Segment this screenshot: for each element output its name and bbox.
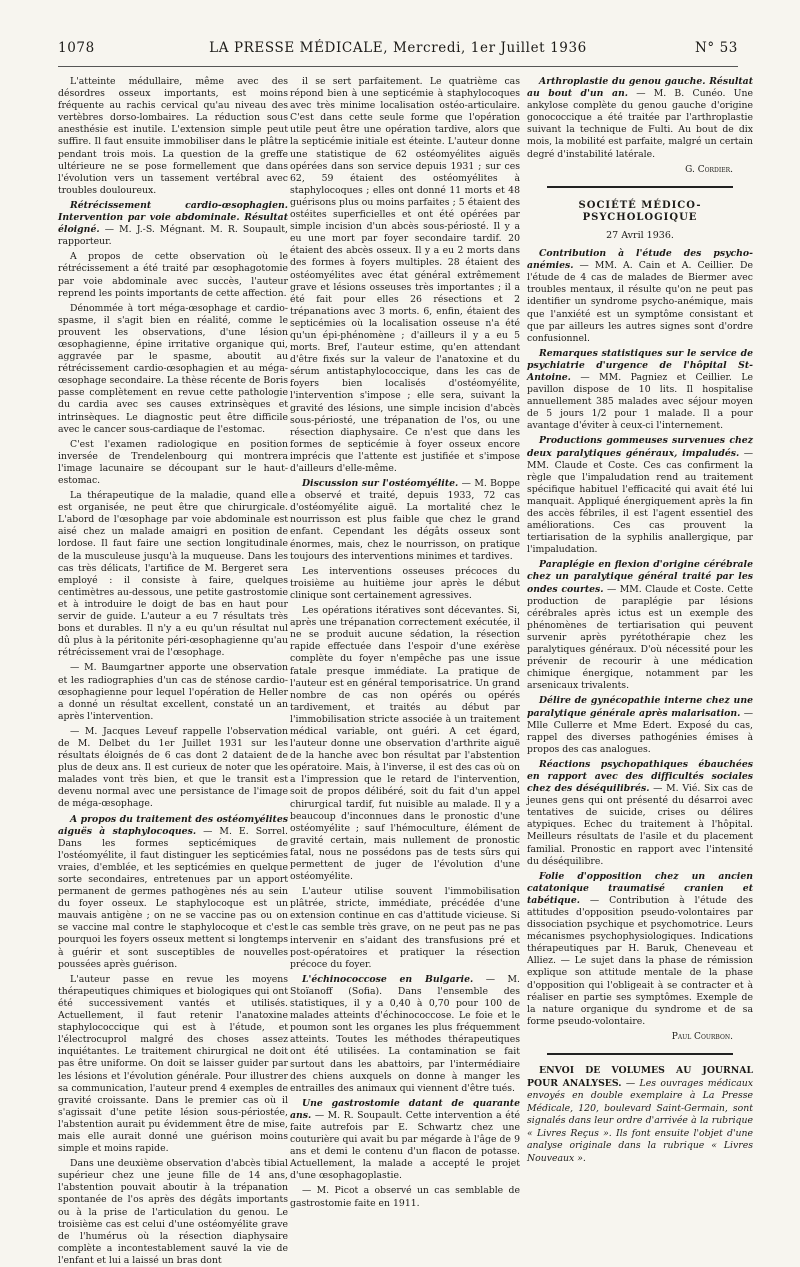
article-title: Une gastrostomie datant de quarante ans. (290, 1097, 520, 1121)
article-paragraph (527, 759, 753, 868)
article-paragraph (527, 76, 753, 161)
body-paragraph: A propos de cette observation où le rétrécissement a été traité par œsophagotomie par voie abdominale avec succès, l'auteur reprend les points importants de cette affection. (58, 251, 288, 299)
body-paragraph: Dans une deuxième observation d'abcès tibial supérieur chez une jeune fille de 14 ans, l'abstention pouvait aboutir à la trépanation spontanée de l'os après des dégâts importants ou à la prise de l'articulation du genou. Le troisième cas est celui d'une ostéomyélite grave de l'humérus où la résection diaphysaire complète a incontestablement sauvé la vie de l'enfant et lui a laissé un bras dont (58, 1158, 288, 1266)
article-body: — Contribution à l'étude des attitudes d'opposition pseudo-volontaires par dissociation psychique et psychomotrice. Leurs mécanismes psychophysiologiques. Indications thérapeutiques par H. Baruk, Cheneveau et Alliez. — Le sujet dans la phase de rémission explique son attitude mentale de la phase d'opposition qui l'obligeait à se contracter et à réaliser en partie ses symptômes. Exemple de la nature organique du syndrome et de sa forme pseudo-volontaire. (527, 894, 753, 1027)
article-body: — M. E. Sorrel. Dans les formes septicémiques de l'ostéomyélite, il faut distinguer les septicémies vraies, d'emblée, et les septicémies en quelque sorte secondaires, entretenues par un apport permanent de germes pathogènes nés au sein du foyer osseux. Le staphylocoque est un mauvais antigène ; on ne se vaccine pas ou on se vaccine mal contre le staphylocoque et c'est pourquoi les foyers osseux mettent si longtemps à guérir et sont susceptibles de nouvelles poussées après guérison. (58, 825, 288, 970)
article-title: Paraplégie en flexion d'origine cérébrale chez un paralytique général traité par les ondes courtes. (527, 559, 753, 595)
body-paragraph: L'auteur passe en revue les moyens thérapeutiques chimiques et biologiques qui ont été successivement vantés et utilisés. Actuellement, il faut retenir l'anatoxine staphylococcique qui est à l'étude, et l'électrocuprol malgré des choses assez inquiétantes. Le traitement chirurgical ne doit pas être uniforme. On doit se laisser guider par les lésions et l'évolution générale. Pour illustrer sa communication, l'auteur prend 4 exemples de gravité croissante. Dans le premier cas où il s'agissait d'une petite lésion sous-périostée, l'abstention aurait pu évidemment être de mise, mais elle aurait donné une guérison moins simple et moins rapide. (58, 973, 288, 1155)
article-paragraph (290, 478, 520, 563)
page-number: 1078 (58, 40, 95, 56)
article-title: Contribution à l'étude des psycho-anémies. (527, 248, 753, 272)
article-body: — M. Stoïanoff (Sofia). Dans l'ensemble des statistiques, il y a 0,40 à 0,70 pour 100 de malades atteints d'échinococcose. Le foie et le poumon sont les organes les plus fréquemment atteints. Toutes les méthodes thérapeutiques ont été utilisées. La contamination se fait surtout dans les abattoirs, par l'intermédiaire des chiens auxquels on donne à manger les entrailles des animaux qui viennent d'être tués. (290, 973, 520, 1094)
article-body: — M. Boppe a observé et traité, depuis 1933, 72 cas d'ostéomyélite aiguë. La mortalité chez le nourrisson est plus faible que chez le grand enfant. Cependant les dégâts osseux sont énormes, mais, chez le nourrisson, on pratique toujours des interventions minimes et tardives. (290, 478, 520, 562)
header-rule (58, 66, 738, 67)
body-paragraph: La thérapeutique de la maladie, quand elle est organisée, ne peut être que chirurgicale. L'abord de l'œsophage par voie abdominale est aisé chez un malade amaigri en position de lordose. Il faut faire une section longitudinale de la musculeuse jusqu'à la muqueuse. Dans les cas très délicats, l'artifice de M. Bergeret sera employé : il consiste à faire, quelques centimètres au-dessous, une petite gastrostomie et à introduire le doigt de bas en haut pour servir de guide. L'auteur a eu 7 résultats très bons et durables. Il n'y a eu qu'un résultat nul dû plus à la péritonite péri-œsophagienne qu'au rétrécissement vrai de l'œsophage. (58, 490, 288, 659)
article-title: Remarques statistiques sur le service de psychiatrie d'urgence de l'hôpital St-Antoine. (527, 347, 753, 383)
article-paragraph (527, 248, 753, 345)
page-header (58, 40, 738, 62)
article-title: Réactions psychopathiques ébauchées en rapport avec des difficultés sociales chez des déséquilibrés. (527, 758, 753, 795)
article-body: — MM. A. Cain et A. Ceillier. De l'étude de 4 cas de malades de Biermer avec troubles mentaux, il résulte qu'on ne peut pas identifier un syndrome psycho-anémique, mais que l'anxiété est un symptôme consistant et que par ailleurs les autres signes sont d'ordre confusionnel. (527, 260, 753, 344)
body-paragraph: Les interventions osseuses précoces du troisième au huitième jour après le début clinique sont certainement agressives. (290, 565, 520, 601)
article-paragraph (290, 974, 520, 1095)
article-body: — M. J.-S. Mégnant. M. R. Soupault, rapporteur. (58, 224, 288, 248)
article-body: — M. B. Cunéo. Une ankylose complète du genou gauche d'origine gonococcique a été traitée par l'arthroplastie suivant la technique de Fulti. Au bout de dix mois, la mobilité est parfaite, malgré un certain degré d'instabilité latérale. (527, 88, 753, 160)
article-title: Productions gommeuses survenues chez deux paralytiques généraux, impaludés. (527, 435, 753, 459)
article-paragraph (527, 559, 753, 692)
signature-courbon: Paul Courbon. (671, 1031, 733, 1042)
article-body: — MM. Pagniez et Ceillier. Le pavillon dispose de 10 lits. Il hospitalise annuellement 385 malades avec séjour moyen de 5 jours 1/2 pour 1 malade. Il a pour avantage d'éviter à ceux-ci l'internement. (527, 371, 753, 432)
article-title: Rétrécissement cardio-œsophagien. Intervention par voie abdominale. Résultat éloigné. (58, 199, 288, 236)
article-body: — M. R. Soupault. Cette intervention a été faite autrefois par E. Schwartz chez une couturière qui avait bu par mégarde à l'âge de 9 ans et demi le contenu d'un flacon de potasse. Actuellement, la malade a accepté le projet d'une œsophagoplastie. (290, 1109, 520, 1182)
article-paragraph (58, 814, 288, 971)
issue-number: N° 53 (694, 40, 738, 56)
article-paragraph (290, 1098, 520, 1183)
body-paragraph: Les opérations itératives sont décevantes. Si, après une trépanation correctement exécutée, il ne se produit aucune sédation, la résection rapide effectuée dans l'espoir d'une exérèse complète du foyer n'empêche pas une issue fatale presque immédiate. La pratique de l'auteur est en général temporisatrice. Un grand nombre de cas non opérés ou opérés tardivement, et traités au début par l'immobilisation stricte associée à un traitement médical variable, ont guéri. A cet égard, l'auteur donne une observation d'arthrite aiguë de la hanche avec bon résultat par l'abstention opératoire. Mais, à l'inverse, il est des cas où on a l'impression que le retard de l'intervention, soit de propos délibéré, soit du fait d'un appel chirurgical tardif, fut nuisible au malade. Il y a beaucoup d'inconnues dans le pronostic d'une ostéomyélite ; sauf l'hémoculture, élément de gravité certain, mais nullement de pronostic fatal, nous ne possédons pas de tests sûrs qui permettent de juger de l'évolution d'une ostéomyélite. (290, 605, 520, 883)
article-paragraph (527, 435, 753, 556)
column-2 (290, 76, 520, 1209)
article-paragraph (527, 348, 753, 433)
article-title: L'échinococcose en Bulgarie. (302, 973, 474, 985)
column-3 (527, 76, 753, 1164)
article-paragraph (527, 871, 753, 1028)
body-paragraph: Dénommée à tort méga-œsophage et cardio-spasme, il s'agit bien en réalité, comme le prouvent les observations, d'une lésion œsophagienne, épine irritative organique qui, aggravée par le spasme, aboutit au rétrécissement cardio-œsophagien et au méga-œsophage secondaire. La thèse récente de Boris passe complètement en revue cette pathologie du cardia avec ses causes extrinsèques et intrinsèques. Le diagnostic peut être difficile avec le cancer sous-cardiaque de l'estomac. (58, 302, 288, 435)
article-title: Discussion sur l'ostéomyélite. (302, 478, 459, 490)
envoi-text: — Les ouvrages médicaux envoyés en double exemplaire à La Presse Médicale, 120, boulevard Saint-Germain, sont signalés dans leur ordre d'arrivée à la rubrique « Livres Reçus ». Ils font ensuite l'objet d'une analyse originale dans la rubrique « Livres Nouveaux ». (527, 1077, 753, 1164)
body-paragraph: — M. Picot a observé un cas semblable de gastrostomie faite en 1911. (290, 1185, 520, 1209)
signature-cordier: G. Cordier. (685, 164, 733, 175)
body-paragraph: — M. Baumgartner apporte une observation et les radiographies d'un cas de sténose cardio-œsophagienne pour lequel l'opération de Heller a donné un résultat excellent, constaté un an après l'intervention. (58, 662, 288, 722)
section-divider (547, 186, 733, 188)
article-paragraph (527, 695, 753, 755)
society-date: 27 Avril 1936. (606, 229, 674, 241)
envoi-title: ENVOI DE VOLUMES AU JOURNAL POUR ANALYSES. (527, 1065, 753, 1089)
section-divider-2 (547, 1053, 733, 1055)
column-1 (58, 76, 288, 1266)
article-title: A propos du traitement des ostéomyélites aiguës à staphylocoques. (58, 813, 288, 837)
article-paragraph (58, 200, 288, 248)
society-heading: SOCIÉTÉ MÉDICO-PSYCHOLOGIQUE (578, 199, 702, 223)
article-body: — MM. Claude et Coste. Ces cas confirment la règle que l'impaludation rend au traitement spécifique habituel l'efficacité qui avait été lui manquait. Appliqué énergiquement après la fin des accès fébriles, il est l'agent essentiel des améliorations. Ces cas prouvent la tertiarisation de la syphilis anallergique, par l'impaludation. (527, 447, 753, 556)
article-title: Délire de gynécopathie interne chez une paralytique générale après malarisation. (527, 695, 753, 719)
article-body: — MM. Claude et Coste. Cette production de paraplégie par lésions cérébrales après ictus est un exemple des phénomènes de tertiarisation qui peuvent survenir après pyrétothérapie chez les paralytiques généraux. D'où nécessité pour les prévenir de recourir à une médication chimique énergique, notamment par les arsenicaux trivalents. (527, 583, 753, 692)
body-paragraph: L'atteinte médullaire, même avec des désordres osseux importants, est moins fréquente au rachis cervical qu'au niveau des vertèbres dorso-lombaires. La réduction sous anesthésie est inutile. L'extension simple peut suffire. Il faut ensuite immobiliser dans le plâtre pendant trois mois. La question de la greffe ultérieure ne se pose formellement que dans l'évolution vers un tassement vertébral avec troubles douloureux. (58, 76, 288, 196)
body-paragraph: — M. Jacques Leveuf rappelle l'observation de M. Delbet du 1er Juillet 1931 sur les résultats éloignés de 6 cas dont 2 dataient de plus de deux ans. Il est curieux de noter que les malades vont très bien, et que le transit est devenu normal avec une persistance de l'image de méga-œsophage. (58, 725, 288, 810)
journal-title: LA PRESSE MÉDICALE, Mercredi, 1er Juillet 1936 (209, 40, 587, 56)
body-paragraph: C'est l'examen radiologique en position inversée de Trendelenbourg qui montrera l'image lacunaire se découpant sur le haut-estomac. (58, 438, 288, 486)
article-body: — M. Vié. Six cas de jeunes gens qui ont présenté du désarroi avec tentatives de suicide, crises ou délires atypiques. Echec du traitement à l'hôpital. Meilleurs résultats de l'asile et du placement familial. Pronostic en rapport avec l'intensité du déséquilibre. (527, 783, 753, 867)
envoi-notice (527, 1065, 753, 1165)
article-body: — Mlle Cullerre et Mme Edert. Exposé du cas, rappel des diverses pathogénies émises à propos des cas analogues. (527, 707, 753, 755)
body-paragraph: L'auteur utilise souvent l'immobilisation plâtrée, stricte, immédiate, précédée d'une extension continue en cas d'attitude vicieuse. Si le cas semble très grave, on ne peut pas ne pas intervenir en s'aidant des transfusions pré et post-opératoires et pratiquer la résection précoce du foyer. (290, 886, 520, 970)
article-title: Arthroplastie du genou gauche. Résultat au bout d'un an. (527, 76, 753, 100)
body-paragraph: il se sert parfaitement. Le quatrième cas répond bien à une septicémie à staphylocoques avec très minime localisation ostéo-articulaire. C'est dans cette seule forme que l'opération utile peut être une opération tardive, alors que la septicémie initiale est éteinte. L'auteur donne une statistique de 62 ostéomyélites aiguës opérées dans son service depuis 1931 ; sur ces 62, 59 étaient des ostéomyélites à staphylocoques ; elles ont donné 11 morts et 48 guérisons plus ou moins parfaites ; 5 étaient des ostéites superficielles et ont été opérées par simple incision d'un abcès sous-périosté. Il y a eu une mort par foyer secondaire tardif. 20 étaient des abcès osseux. Il y a eu 2 morts dans des formes à foyers multiples. 28 étaient des ostéomyélites avec état général extrêmement grave et lésions osseuses très importantes ; il a été fait pour elles 26 résections et 2 trépanations avec 3 morts. 6, enfin, étaient des septicémies où la localisation osseuse n'a été qu'un épi-phénomène ; d'ailleurs il y a eu 5 morts. Bref, l'auteur estime, qu'en attendant d'être fixés sur la valeur de l'anatoxine et du sérum antistaphylococcique, dans les cas de foyers bien localisés d'ostéomyélite, l'intervention s'impose ; elle sera, suivant la gravité des lésions, une simple incision d'abcès sous-périosté, une trépanation de l'os, ou une résection diaphysaire. Ce n'est que dans les formes de septicémie à foyer osseux encore imprécis que l'attente est justifiée et s'impose d'ailleurs d'elle-même. (290, 76, 520, 474)
article-title: Folie d'opposition chez un ancien catatonique traumatisé cranien et tabétique. (527, 870, 753, 906)
